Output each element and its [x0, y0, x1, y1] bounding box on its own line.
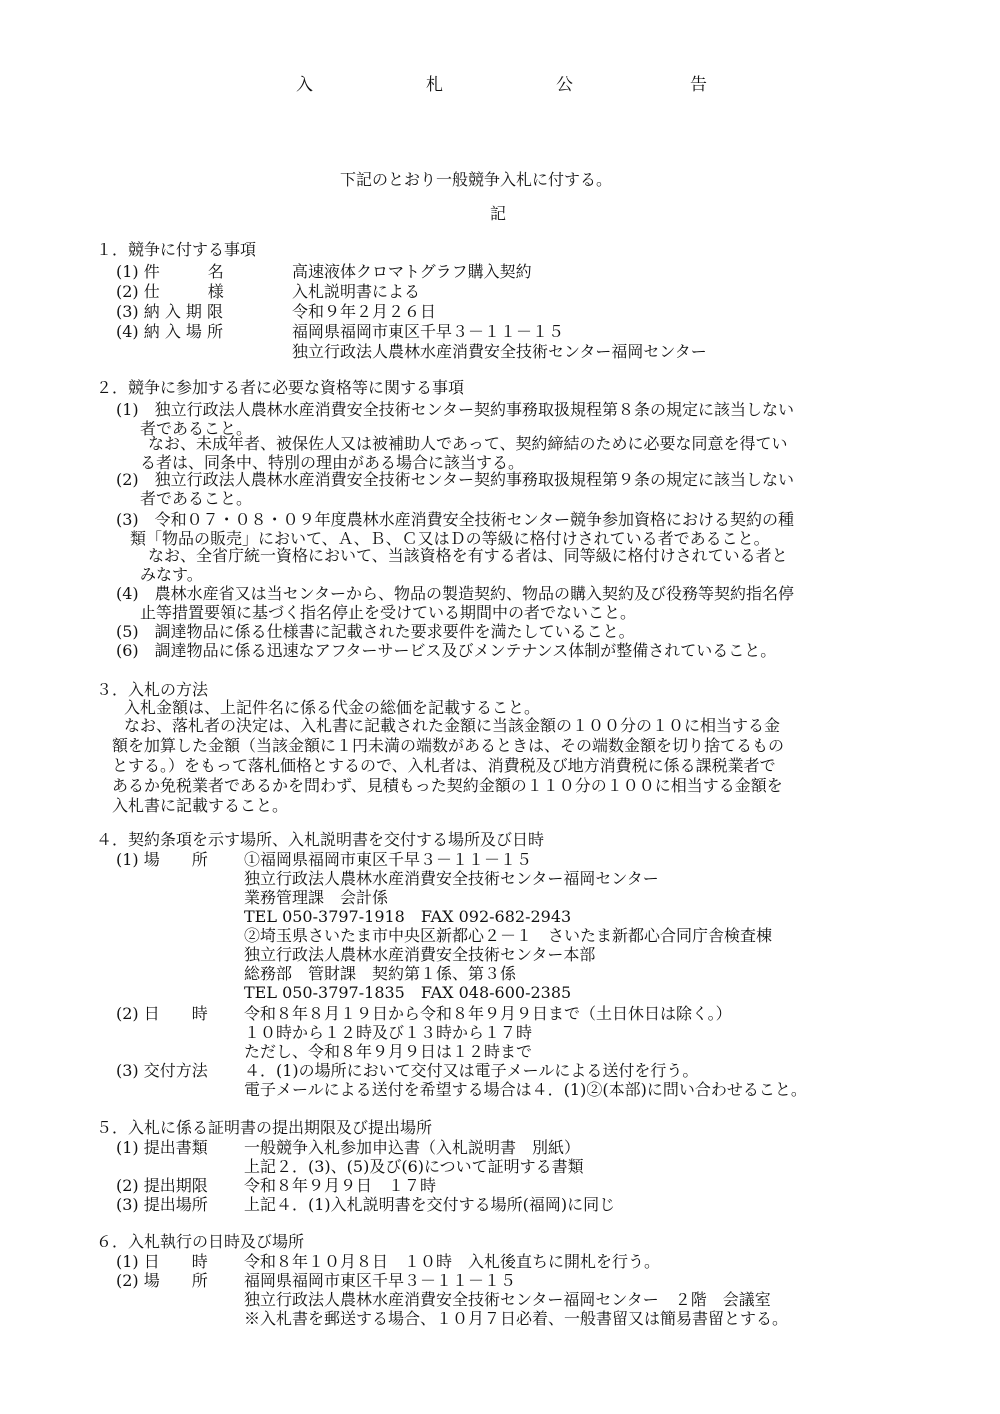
s3-line: なお、落札者の決定は、入札書に記載された金額に当該金額の１００分の１０に相当する金 [124, 716, 781, 735]
s6-label: (2) 場 所 [116, 1271, 208, 1290]
s6-value: 福岡県福岡市東区千早３－１１－１５ [244, 1271, 517, 1290]
s4-place-line: 独立行政法人農林水産消費安全技術センター本部 [244, 945, 596, 964]
s2-line: (5) 調達物品に係る仕様書に記載された要求要件を満たしていること。 [116, 622, 635, 641]
s2-line: なお、全省庁統一資格において、当該資格を有する者は、同等級に格付けされている者と [148, 546, 788, 565]
s5-label: (2) 提出期限 [116, 1176, 208, 1195]
section-5-heading: ５．入札に係る証明書の提出期限及び提出場所 [96, 1118, 433, 1137]
s4-time-line: ただし、令和８年９月９日は１２時まで [244, 1042, 533, 1061]
s5-label: (1) 提出書類 [116, 1138, 208, 1157]
s3-line: 額を加算した金額（当該金額に１円未満の端数があるときは、その端数金額を切り捨てるもの [112, 736, 785, 755]
s4-method-line: ４．(1)の場所において交付又は電子メールによる送付を行う。 [244, 1061, 699, 1080]
s4-method-line: 電子メールによる送付を希望する場合は４．(1)②(本部)に問い合わせること。 [244, 1080, 807, 1099]
s1-value: 福岡県福岡市東区千早３－１１－１５ [292, 322, 565, 341]
s2-line: なお、未成年者、被保佐人又は被補助人であって、契約締結のために必要な同意を得てい [148, 434, 788, 453]
s4-place-line: ①福岡県福岡市東区千早３－１１－１５ [244, 850, 533, 869]
s5-value: 上記４．(1)入札説明書を交付する場所(福岡)に同じ [244, 1195, 616, 1214]
s4-place-line: 総務部 管財課 契約第１係、第３係 [244, 964, 517, 983]
s4-place-line: TEL 050-3797-1918 FAX 092-682-2943 [244, 907, 572, 926]
s2-line: (1) 独立行政法人農林水産消費安全技術センター契約事務取扱規程第８条の規定に該当しない [116, 400, 795, 419]
section-3-heading: ３．入札の方法 [96, 680, 209, 699]
s1-value: 入札説明書による [292, 282, 421, 301]
s2-line: (3) 令和０７・０８・０９年度農林水産消費安全技術センター競争参加資格における契約の種 [116, 510, 795, 529]
s6-value: ※入札書を郵送する場合、１０月７日必着、一般書留又は簡易書留とする。 [244, 1309, 789, 1328]
s2-line: (4) 農林水産省又は当センターから、物品の製造契約、物品の購入契約及び役務等契約指名停 [116, 584, 795, 603]
s5-label: (3) 提出場所 [116, 1195, 208, 1214]
s4-time-line: 令和８年８月１９日から令和８年９月９日まで（土日休日は除く。） [244, 1004, 732, 1023]
s4-place-line: 独立行政法人農林水産消費安全技術センター福岡センター [244, 869, 659, 888]
s2-line: 者であること。 [140, 419, 253, 438]
s1-label: (2) 仕 様 [116, 282, 224, 301]
s1-value: 高速液体クロマトグラフ購入契約 [292, 262, 532, 281]
s5-value: 上記２．(3)、(5)及び(6)について証明する書類 [244, 1157, 584, 1176]
s1-value: 令和９年２月２６日 [292, 302, 437, 321]
s2-line: (2) 独立行政法人農林水産消費安全技術センター契約事務取扱規程第９条の規定に該当しない [116, 470, 795, 489]
s2-line: る者は、同条中、特別の理由がある場合に該当する。 [140, 453, 525, 472]
s2-line: 止等措置要領に基づく指名停止を受けている期間中の者でないこと。 [140, 603, 637, 622]
s1-label: (3) 納 入 期 限 [116, 302, 224, 321]
s2-line: 類「物品の販売」において、Ａ、Ｂ、Ｃ又はＤの等級に格付けされている者であること。 [130, 529, 770, 548]
s2-line: みなす。 [140, 565, 203, 584]
title-char: 公 [556, 75, 573, 95]
s3-line: 入札書に記載すること。 [112, 796, 289, 815]
s4-label-method: (3) 交付方法 [116, 1061, 208, 1080]
s3-line: とする。）をもって落札価格とするので、入札者は、消費税及び地方消費税に係る課税業者で [112, 756, 776, 775]
ki-mark: 記 [490, 204, 507, 223]
s1-label: (1) 件 名 [116, 262, 224, 281]
section-6-heading: ６．入札執行の日時及び場所 [96, 1232, 305, 1251]
s6-value: 令和８年１０月８日 １０時 入札後直ちに開札を行う。 [244, 1252, 661, 1271]
s4-place-line: TEL 050-3797-1835 FAX 048-600-2385 [244, 983, 572, 1002]
s2-line: 者であること。 [140, 489, 253, 508]
title-char: 入 [296, 75, 313, 95]
s4-label-time: (2) 日 時 [116, 1004, 208, 1023]
s6-value: 独立行政法人農林水産消費安全技術センター福岡センター ２階 会議室 [244, 1290, 771, 1309]
section-2-heading: ２．競争に参加する者に必要な資格等に関する事項 [96, 378, 465, 397]
s1-label: (4) 納 入 場 所 [116, 322, 224, 341]
s5-value: 一般競争入札参加申込書（入札説明書 別紙） [244, 1138, 581, 1157]
section-4-heading: ４．契約条項を示す場所、入札説明書を交付する場所及び日時 [96, 830, 545, 849]
s4-time-line: １０時から１２時及び１３時から１７時 [244, 1023, 533, 1042]
s3-line: あるか免税業者であるかを問わず、見積もった契約金額の１１０分の１００に相当する金額を [112, 776, 783, 795]
intro-text: 下記のとおり一般競争入札に付する。 [340, 170, 613, 189]
title-char: 札 [426, 75, 443, 95]
s4-place-line: 業務管理課 会計係 [244, 888, 389, 907]
s3-line: 入札金額は、上記件名に係る代金の総価を記載すること。 [124, 698, 541, 717]
s5-value: 令和８年９月９日 １７時 [244, 1176, 437, 1195]
s6-label: (1) 日 時 [116, 1252, 208, 1271]
title-char: 告 [690, 75, 707, 95]
s2-line: (6) 調達物品に係る迅速なアフターサービス及びメンテナンス体制が整備されていること。 [116, 641, 777, 660]
s4-label-place: (1) 場 所 [116, 850, 208, 869]
s1-value: 独立行政法人農林水産消費安全技術センター福岡センター [292, 342, 707, 361]
s4-place-line: ②埼玉県さいたま市中央区新都心２－１ さいたま新都心合同庁舎検査棟 [244, 926, 773, 945]
section-1-heading: １．競争に付する事項 [96, 240, 257, 259]
